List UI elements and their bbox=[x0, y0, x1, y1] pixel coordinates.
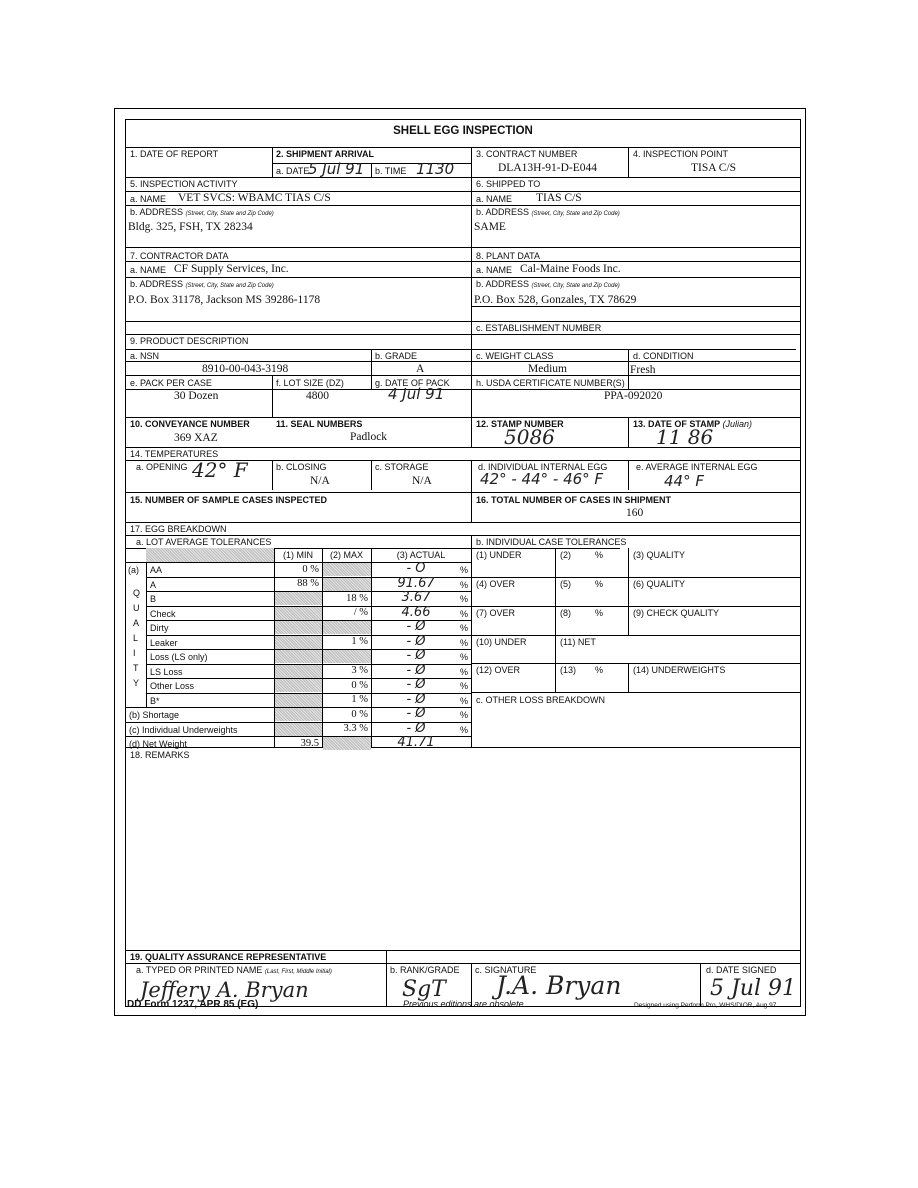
signature-label: c. SIGNATURE bbox=[475, 965, 537, 975]
min-shade bbox=[275, 607, 322, 620]
date-of-stamp-value: 11 86 bbox=[656, 425, 714, 449]
average-internal-label: e. AVERAGE INTERNAL EGG bbox=[636, 462, 758, 472]
min-shade bbox=[275, 679, 322, 692]
min-shade bbox=[275, 621, 322, 634]
lot-row-pct: % bbox=[460, 594, 469, 604]
quality-letter: A bbox=[133, 618, 140, 628]
lot-row-actual: - Ø bbox=[406, 662, 426, 678]
cd-address-label: b. ADDRESS (Street, City, State and Zip Code) bbox=[130, 279, 274, 289]
shell-egg-inspection-form bbox=[125, 119, 801, 1007]
nsn-label: a. NSN bbox=[130, 351, 160, 361]
ind-cell-quality6: (6) QUALITY bbox=[633, 579, 686, 589]
stamp-number-label: 12. STAMP NUMBER bbox=[476, 419, 564, 429]
quality-letter: L bbox=[133, 633, 139, 643]
establishment-number-label: c. ESTABLISHMENT NUMBER bbox=[476, 323, 602, 333]
total-cases-label: 16. TOTAL NUMBER OF CASES IN SHIPMENT bbox=[476, 495, 672, 505]
lot-row-pct: % bbox=[460, 579, 469, 590]
lot-row-actual: - Ø bbox=[406, 691, 426, 707]
weight-class-label: c. WEIGHT CLASS bbox=[476, 351, 554, 361]
lot-row-actual: - Ø bbox=[406, 648, 426, 663]
conveyance-number-value: 369 XAZ bbox=[174, 432, 218, 444]
arrival-date-value: 5 Jul 91 bbox=[308, 160, 365, 178]
ind-cell-under14: (14) UNDERWEIGHTS bbox=[633, 665, 726, 675]
min-shade bbox=[275, 650, 322, 663]
cd-address-value: P.O. Box 31178, Jackson MS 39286-1178 bbox=[128, 294, 321, 306]
lot-size-value: 4800 bbox=[306, 390, 329, 402]
date-signed-label: d. DATE SIGNED bbox=[706, 965, 777, 975]
form-frame bbox=[114, 108, 806, 1016]
st-name-value: TIAS C/S bbox=[536, 192, 582, 204]
pd-name-label: a. NAME bbox=[476, 265, 513, 275]
ind-cell-net11: (11) NET bbox=[560, 637, 596, 647]
lot-row-min: 0 % bbox=[302, 563, 319, 575]
lot-row-actual: - Ø bbox=[406, 677, 426, 692]
max-shade bbox=[323, 650, 371, 663]
cd-name-label: a. NAME bbox=[130, 265, 167, 275]
ind-cell-c8: (8) bbox=[560, 608, 571, 618]
max-shade bbox=[323, 621, 371, 634]
nsn-value: 8910-00-043-3198 bbox=[202, 363, 289, 375]
lot-row-pct: % bbox=[460, 623, 469, 633]
min-shade bbox=[275, 694, 322, 707]
header-shade bbox=[146, 548, 274, 562]
lot-row-pct: % bbox=[460, 681, 469, 691]
individual-internal-label: d. INDIVIDUAL INTERNAL EGG bbox=[478, 462, 608, 472]
quality-letter: U bbox=[133, 603, 140, 613]
ia-address-value: Bldg. 325, FSH, TX 28234 bbox=[128, 221, 253, 233]
lot-size-label: f. LOT SIZE (DZ) bbox=[276, 378, 344, 388]
lot-row-max: 1 % bbox=[351, 694, 368, 705]
quality-letter: T bbox=[133, 663, 139, 673]
lot-row-actual: - Ø bbox=[406, 720, 426, 736]
signature-value: J.A. Bryan bbox=[496, 971, 622, 1000]
quality-letter: Y bbox=[133, 678, 140, 688]
storage-value: N/A bbox=[412, 475, 432, 487]
remarks-label: 18. REMARKS bbox=[130, 750, 190, 760]
sample-cases-label: 15. NUMBER OF SAMPLE CASES INSPECTED bbox=[130, 495, 328, 505]
lot-row-name: B bbox=[150, 594, 157, 604]
total-cases-value: 160 bbox=[626, 507, 644, 519]
col-max-header: (2) MAX bbox=[329, 550, 363, 560]
ia-name-label: a. NAME bbox=[130, 194, 167, 204]
lot-row-max: 3.3 % bbox=[343, 723, 368, 734]
ind-cell-pct: % bbox=[595, 665, 604, 675]
usda-cert-value: PPA-092020 bbox=[604, 390, 663, 402]
ind-col-divider bbox=[628, 663, 629, 692]
ind-cell-check9: (9) CHECK QUALITY bbox=[633, 608, 720, 618]
arrival-date-label: a. DATE bbox=[276, 166, 310, 176]
ind-cell-c13: (13) bbox=[560, 665, 577, 675]
lot-row-name: LS Loss bbox=[150, 666, 183, 677]
max-shade bbox=[323, 737, 371, 750]
storage-label: c. STORAGE bbox=[375, 462, 429, 472]
cd-name-value: CF Supply Services, Inc. bbox=[174, 263, 289, 275]
average-internal-value: 44° F bbox=[664, 472, 704, 490]
seal-numbers-value: Padlock bbox=[350, 431, 388, 443]
lot-row-pct: % bbox=[460, 710, 469, 720]
date-of-report-label: 1. DATE OF REPORT bbox=[130, 149, 219, 159]
grade-value: A bbox=[416, 363, 425, 375]
opening-label: a. OPENING bbox=[136, 462, 188, 472]
inspection-activity-label: 5. INSPECTION ACTIVITY bbox=[130, 179, 238, 189]
other-loss-label: c. OTHER LOSS BREAKDOWN bbox=[476, 695, 606, 705]
ind-cell-under1: (1) UNDER bbox=[476, 550, 522, 560]
min-shade bbox=[275, 665, 322, 678]
ind-cell-c2: (2) bbox=[560, 550, 571, 560]
lot-row-max: / % bbox=[353, 607, 368, 618]
lot-row-name: AA bbox=[150, 565, 163, 575]
ind-cell-quality3: (3) QUALITY bbox=[633, 550, 686, 560]
ind-row-rule bbox=[471, 663, 800, 664]
date-of-stamp-label: 13. DATE OF STAMP (Julian) bbox=[633, 419, 753, 429]
ind-cell-pct: % bbox=[595, 608, 604, 618]
lot-row-name: (c) Individual Underweights bbox=[129, 724, 238, 735]
date-of-pack-label: g. DATE OF PACK bbox=[375, 378, 450, 388]
lot-row-actual: - O bbox=[406, 561, 426, 576]
lot-row-pct: % bbox=[460, 565, 469, 575]
pack-per-case-label: e. PACK PER CASE bbox=[130, 378, 212, 388]
lot-row-max: 0 % bbox=[351, 708, 368, 720]
arrival-time-value: 1130 bbox=[416, 160, 455, 178]
arrival-time-label: b. TIME bbox=[375, 166, 407, 176]
ind-col-divider bbox=[555, 548, 556, 692]
lot-row-max: 0 % bbox=[351, 679, 368, 691]
lot-row-actual: 3.67 bbox=[401, 590, 431, 605]
qar-label: 19. QUALITY ASSURANCE REPRESENTATIVE bbox=[130, 952, 327, 962]
stamp-number-value: 5086 bbox=[504, 425, 555, 449]
closing-value: N/A bbox=[310, 475, 330, 487]
lot-row-pct: % bbox=[460, 652, 469, 662]
contract-number-label: 3. CONTRACT NUMBER bbox=[476, 149, 578, 159]
col-actual-header: (3) ACTUAL bbox=[396, 550, 446, 560]
shipment-arrival-label: 2. SHIPMENT ARRIVAL bbox=[276, 149, 375, 159]
lot-average-table bbox=[126, 548, 471, 750]
lot-row-name: A bbox=[150, 579, 157, 590]
contract-number-value: DLA13H-91-D-E044 bbox=[498, 162, 598, 174]
min-shade bbox=[275, 592, 322, 605]
quality-letter: I bbox=[133, 648, 136, 658]
shipped-to-label: 6. SHIPPED TO bbox=[476, 179, 541, 189]
grade-label: b. GRADE bbox=[375, 351, 418, 361]
usda-cert-label: h. USDA CERTIFICATE NUMBER(S) bbox=[476, 378, 625, 388]
qar-name-label: a. TYPED OR PRINTED NAME (Last, First, Middle Initial) bbox=[136, 965, 332, 975]
pack-per-case-value: 30 Dozen bbox=[174, 390, 219, 402]
pd-name-value: Cal-Maine Foods Inc. bbox=[520, 263, 621, 275]
col-min-header: (1) MIN bbox=[283, 550, 313, 560]
form-title: SHELL EGG INSPECTION bbox=[393, 125, 533, 137]
lot-average-label: a. LOT AVERAGE TOLERANCES bbox=[136, 537, 272, 547]
contractor-data-label: 7. CONTRACTOR DATA bbox=[130, 251, 229, 261]
lot-row-name: Other Loss bbox=[150, 681, 195, 691]
st-address-label: b. ADDRESS (Street, City, State and Zip Code) bbox=[476, 207, 620, 217]
min-shade bbox=[275, 636, 322, 649]
ind-cell-pct: % bbox=[595, 579, 604, 589]
lot-row-min: 88 % bbox=[297, 578, 319, 589]
ind-row-rule bbox=[471, 692, 800, 693]
lot-row-max: 3 % bbox=[351, 665, 368, 676]
lot-row-min: 39.5 bbox=[300, 737, 319, 749]
lot-row-name: Loss (LS only) bbox=[150, 652, 208, 662]
lot-row-actual: - Ø bbox=[406, 706, 426, 721]
max-shade bbox=[323, 578, 371, 591]
pd-address-value: P.O. Box 528, Gonzales, TX 78629 bbox=[474, 294, 637, 306]
weight-class-value: Medium bbox=[528, 363, 567, 375]
lot-row-actual: 41.71 bbox=[397, 735, 435, 750]
min-shade bbox=[275, 708, 322, 721]
editions-note: Previous editions are obsolete. bbox=[403, 999, 527, 1009]
rank-value: SgT bbox=[402, 977, 446, 1002]
product-description-label: 9. PRODUCT DESCRIPTION bbox=[130, 336, 249, 346]
max-shade bbox=[323, 563, 371, 576]
opening-value: 42° F bbox=[192, 458, 248, 482]
lot-row-max: 1 % bbox=[351, 636, 368, 647]
condition-label: d. CONDITION bbox=[633, 351, 694, 361]
quality-a-label: (a) bbox=[128, 565, 139, 575]
lot-row-name: (d) Net Weight bbox=[129, 739, 187, 749]
pd-address-label: b. ADDRESS (Street, City, State and Zip Code) bbox=[476, 279, 620, 289]
date-signed-value: 5 Jul 91 bbox=[710, 976, 797, 1001]
inspection-point-value: TISA C/S bbox=[691, 162, 737, 174]
lot-row-max: 18 % bbox=[346, 592, 368, 604]
condition-value: Fresh bbox=[630, 364, 656, 376]
min-shade bbox=[275, 723, 322, 736]
ind-cell-over7: (7) OVER bbox=[476, 608, 516, 618]
egg-breakdown-label: 17. EGG BREAKDOWN bbox=[130, 524, 227, 534]
ind-cell-pct: % bbox=[595, 550, 604, 560]
lot-row-name: Leaker bbox=[150, 637, 178, 648]
ind-row-rule bbox=[471, 606, 800, 607]
st-address-value: SAME bbox=[474, 221, 506, 233]
ind-cell-over12: (12) OVER bbox=[476, 665, 521, 675]
ind-col-divider bbox=[628, 548, 629, 635]
temperatures-label: 14. TEMPERATURES bbox=[130, 449, 219, 459]
individual-case-table bbox=[471, 548, 800, 747]
lot-row-pct: % bbox=[460, 724, 469, 735]
date-of-pack-value: 4 Jul 91 bbox=[388, 385, 445, 403]
ind-cell-c5: (5) bbox=[560, 579, 571, 589]
quality-letter: Q bbox=[133, 588, 141, 598]
col-divider bbox=[371, 548, 372, 747]
lot-row-actual: - Ø bbox=[406, 633, 426, 649]
form-id: DD Form 1237, APR 85 (EG) bbox=[127, 999, 259, 1010]
lot-row-name: Dirty bbox=[150, 623, 169, 633]
ind-cell-under10: (10) UNDER bbox=[476, 637, 527, 647]
lot-row-pct: % bbox=[460, 666, 469, 677]
individual-case-label: b. INDIVIDUAL CASE TOLERANCES bbox=[476, 537, 627, 547]
rank-label: b. RANK/GRADE bbox=[390, 965, 460, 975]
ind-row-rule bbox=[471, 635, 800, 636]
lot-row-actual: 4.66 bbox=[401, 604, 431, 620]
st-name-label: a. NAME bbox=[476, 194, 513, 204]
lot-row-actual: 91.67 bbox=[397, 575, 435, 591]
ind-cell-over4: (4) OVER bbox=[476, 579, 516, 589]
conveyance-number-label: 10. CONVEYANCE NUMBER bbox=[130, 419, 250, 429]
lot-row-name: (b) Shortage bbox=[129, 710, 180, 720]
ia-name-value: VET SVCS: WBAMC TIAS C/S bbox=[178, 192, 331, 204]
inspection-point-label: 4. INSPECTION POINT bbox=[633, 149, 729, 159]
lot-row-name: Check bbox=[150, 608, 176, 619]
lot-row-name: B* bbox=[150, 695, 160, 706]
qar-name-value: Jeffery A. Bryan bbox=[140, 978, 309, 1002]
designed-note: Designed using Perform Pro, WHS/DIOR, Aug 97 bbox=[634, 1002, 777, 1009]
lot-row-actual: - Ø bbox=[406, 619, 426, 634]
closing-label: b. CLOSING bbox=[276, 462, 327, 472]
ind-row-rule bbox=[471, 577, 800, 578]
ia-address-label: b. ADDRESS (Street, City, State and Zip Code) bbox=[130, 207, 274, 217]
individual-internal-value: 42° - 44° - 46° F bbox=[480, 470, 604, 488]
lot-row-pct: % bbox=[460, 608, 469, 619]
lot-row-pct: % bbox=[460, 637, 469, 648]
lot-row-pct: % bbox=[460, 695, 469, 706]
plant-data-label: 8. PLANT DATA bbox=[476, 251, 541, 261]
seal-numbers-label: 11. SEAL NUMBERS bbox=[276, 419, 363, 429]
